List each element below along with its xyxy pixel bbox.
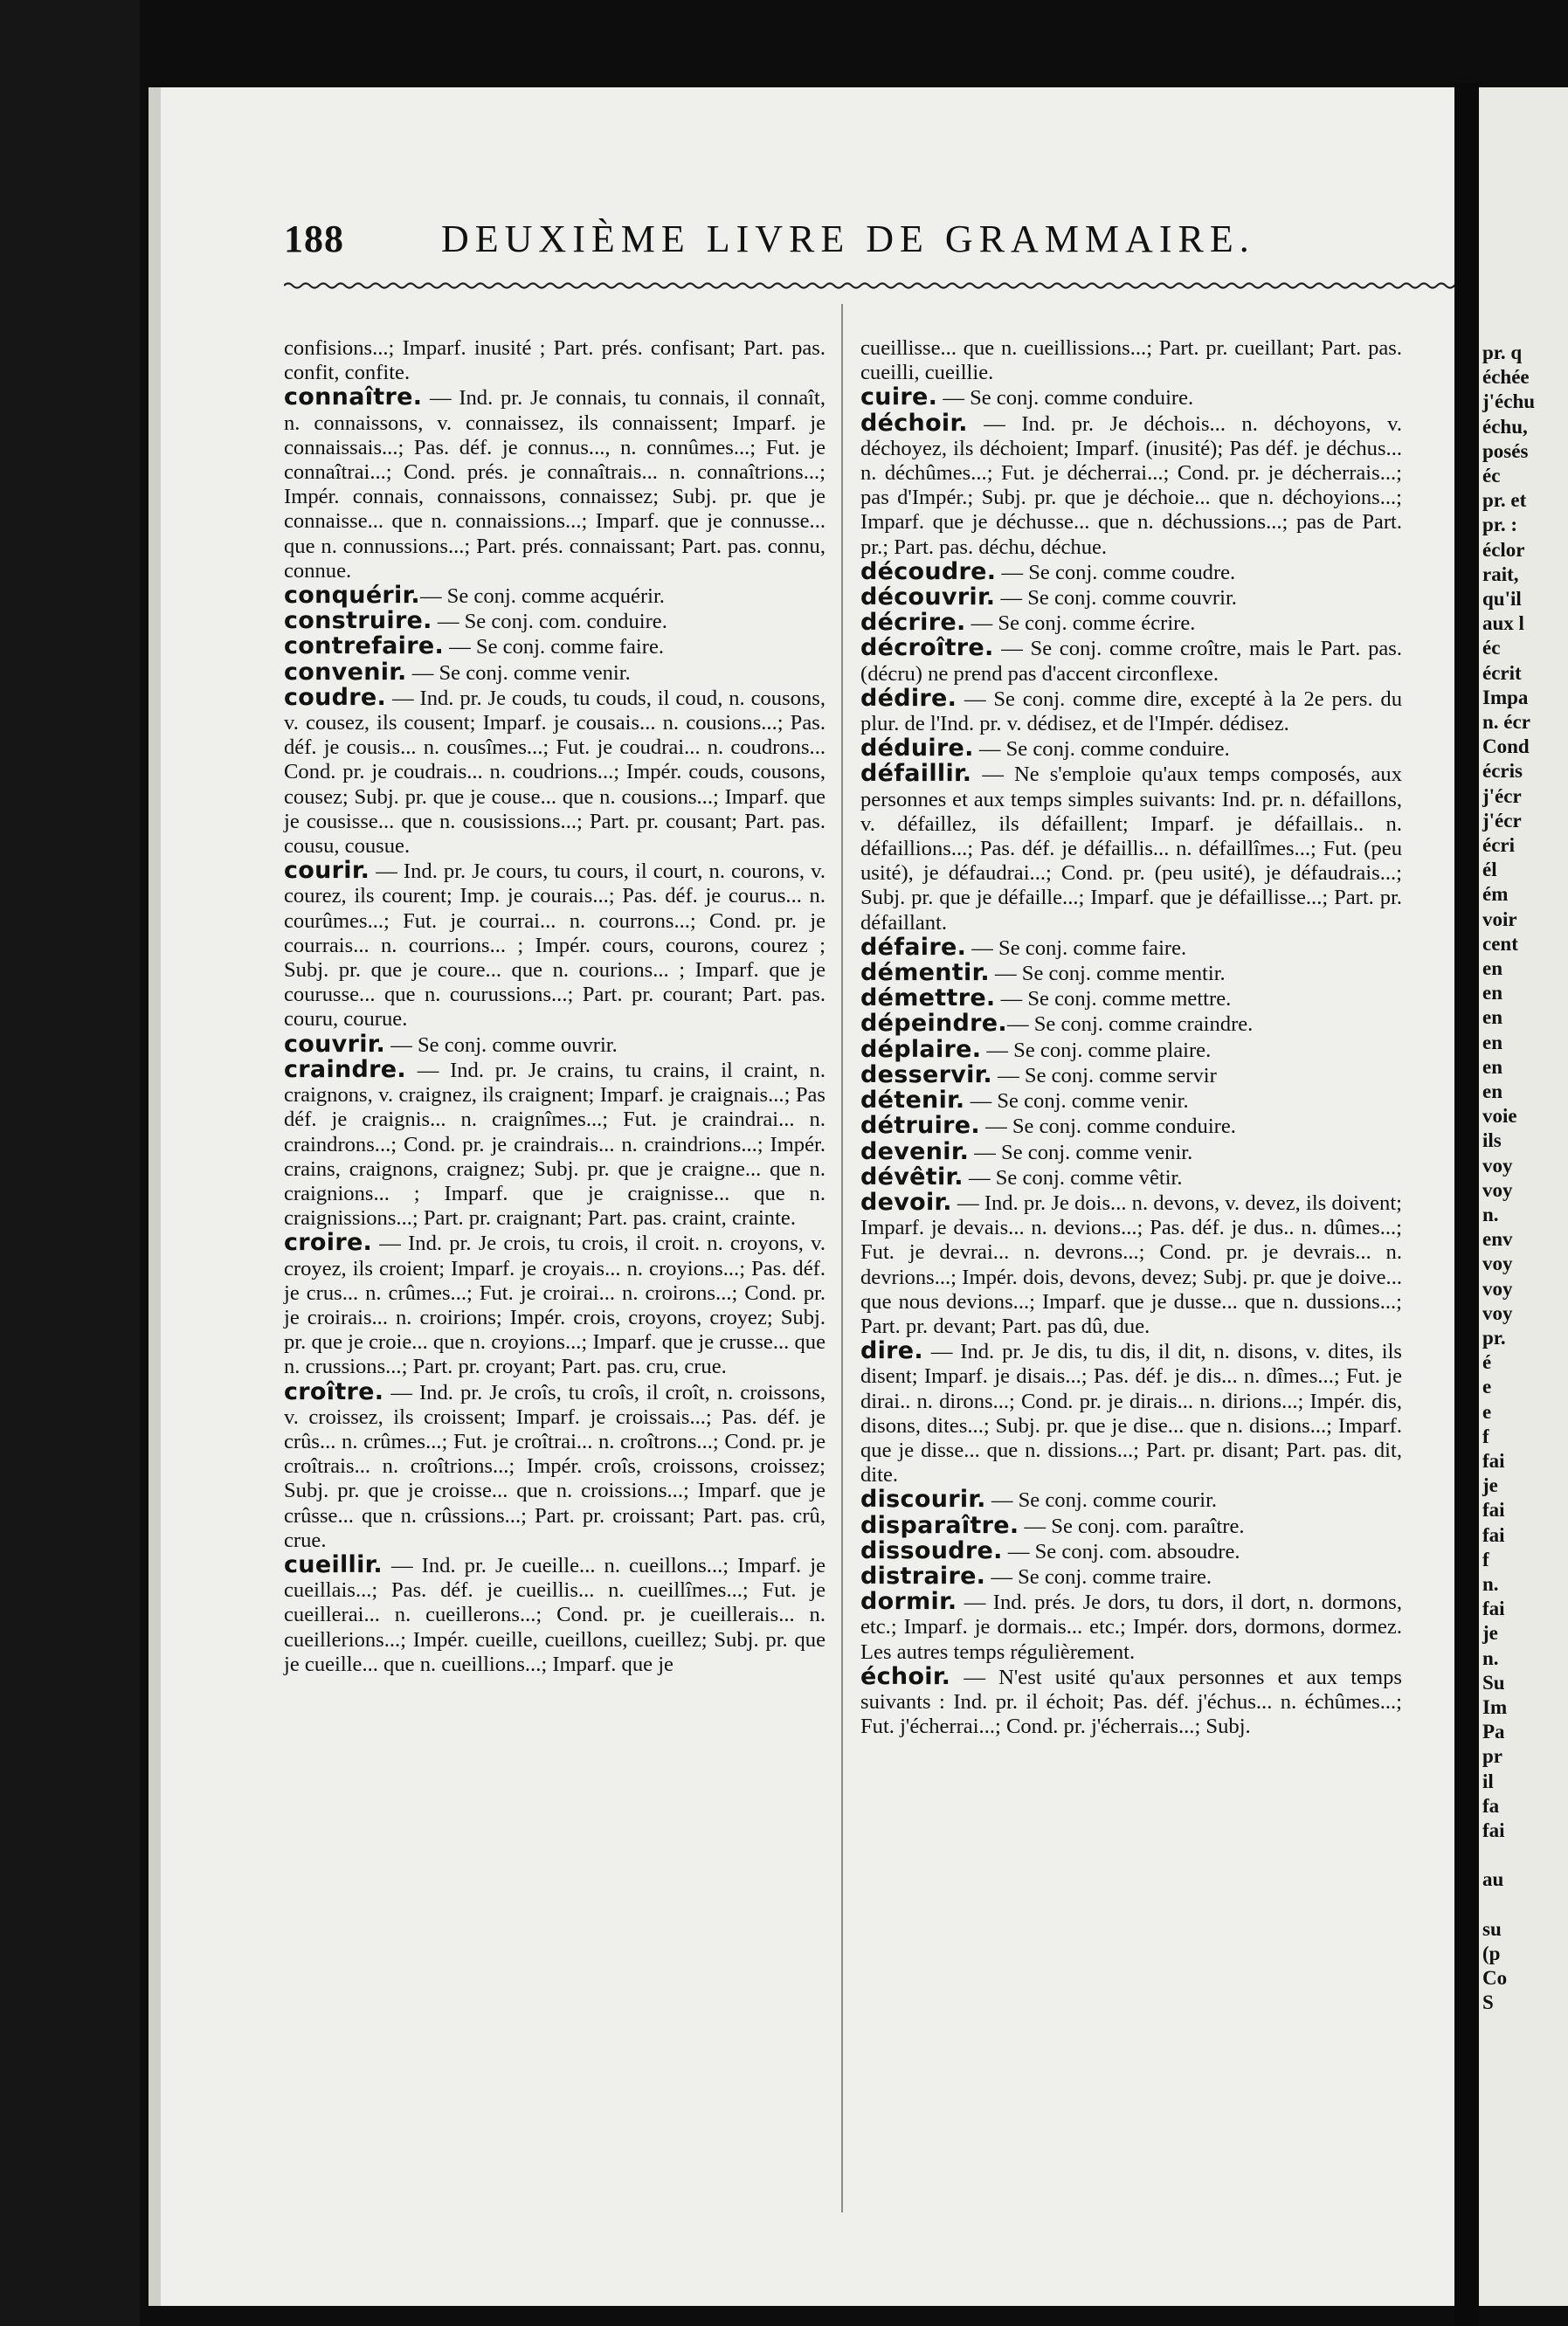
fragment-line: écris xyxy=(1482,760,1523,783)
fragment-line: éc xyxy=(1482,465,1501,487)
entry-text: — Ind. prés. Je dors, tu dors, il dort, n. dormons, etc.; Imparf. je dormais... etc.; Impér. dors, dormons, dormez. Les autres temps régulièrement. xyxy=(860,1591,1402,1664)
entry-text: — Se conj. comme conduire. xyxy=(979,1115,1236,1139)
fragment-line: fai xyxy=(1482,1499,1505,1522)
dictionary-entry xyxy=(860,1035,1402,1063)
entry-text: — Se conj. comme coudre. xyxy=(996,560,1236,584)
entry-text: — Se conj. com. absoudre. xyxy=(1002,1539,1240,1563)
entry-text: — Se conj. comme servir xyxy=(992,1063,1217,1087)
fragment-line: voy xyxy=(1482,1277,1513,1300)
entry-headword: dissoudre. xyxy=(860,1536,1003,1564)
dictionary-entry xyxy=(284,634,825,659)
fragment-line: fai xyxy=(1482,1450,1505,1472)
dictionary-entry xyxy=(860,1188,1402,1339)
entry-text: — Se conj. comme mentir. xyxy=(989,962,1226,986)
entry-headword: couvrir. xyxy=(284,1030,386,1058)
fragment-line: pr. et xyxy=(1482,489,1527,512)
dictionary-entry xyxy=(860,1339,1402,1487)
fragment-line: j'échu xyxy=(1482,390,1536,413)
entry-text: — N'est usité qu'aux personnes et aux temps suivants : Ind. pr. il échoit; Pas. déf. j'échus... n. échûmes...; Fut. j'écherrai...; Cond. pr. j'écherrais...; Subj. xyxy=(860,1665,1402,1739)
entry-headword: décroître. xyxy=(860,634,994,662)
fragment-line: é xyxy=(1482,1351,1492,1374)
entry-text: — Ind. pr. Je cours, tu cours, il court, n. courons, v. courez, ils courent; Imp. je courais...; Pas. déf. je courus... n. courûmes...; Fut. je courrai... n. courrons...; Cond. pr. je courrais... n. courrions... ; Impér. cours, courons, courez ; Subj. pr. que je coure... que n. courions... ; Imparf. que je courusse... que n. courussions...; Part. pr. courant; Part. pas. couru, courue. xyxy=(284,859,825,1032)
entry-headword: défaillir. xyxy=(860,760,972,788)
fragment-line: Co xyxy=(1482,1967,1508,1990)
entry-headword: discourir. xyxy=(860,1486,986,1514)
entry-text: — Se conj. comme craindre. xyxy=(1006,1012,1254,1037)
entry-headword: connaître. xyxy=(284,383,423,411)
entry-text: — Ind. pr. Je dois... n. devons, v. devez, ils doivent; Imparf. je devais... n. devions...; Pas. déf. je dus.. n. dûmes...; Fut. je devrai... n. devrons...; Cond. pr. je devrais... n. devrions...; Impér. dois, devons, devez; Subj. pr. que je doive... que nous devions...; Imparf. que je dusse... que n. dussions...; Part. pr. devant; Part. pas dû, due. xyxy=(860,1191,1402,1338)
dictionary-entry xyxy=(860,385,1402,411)
entry-text: — Ind. pr. Je crois, tu crois, il croit. n. croyons, v. croyez, ils croient; Imparf. je croyais... n. croyions...; Pas. déf. je crus... n. crûmes...; Fut. je croirai... n. croirons...; Cond. pr. je croirais... n. croirions; Impér. crois, croyons, croyez; Subj. pr. que je croie... que n. croyions...; Imparf. que je crusse... que n. crussions...; Part. pr. croyant; Part. pas. cru, crue. xyxy=(284,1232,825,1379)
fragment-line: ils xyxy=(1482,1129,1502,1152)
entry-text: — Se conj. com. conduire. xyxy=(432,610,667,634)
fragment-line: Pa xyxy=(1482,1721,1505,1743)
entry-headword: conquérir. xyxy=(284,582,420,610)
dictionary-entry xyxy=(284,660,825,686)
fragment-line: n. xyxy=(1482,1573,1499,1595)
fragment-line: (p xyxy=(1482,1943,1501,1964)
entry-headword: disparaître. xyxy=(860,1511,1019,1539)
entry-headword: décrire. xyxy=(860,609,966,637)
entry-text: — Se conj. comme faire. xyxy=(966,935,1187,960)
entry-headword: déduire. xyxy=(860,735,974,763)
fragment-line: pr. : xyxy=(1482,514,1518,536)
fragment-line: en xyxy=(1482,1006,1502,1029)
fragment-line: e xyxy=(1482,1376,1492,1398)
entry-headword: croire. xyxy=(284,1229,373,1257)
entry-text: — Se conj. comme conduire. xyxy=(937,386,1194,411)
fragment-line: en xyxy=(1482,982,1502,1004)
fragment-line: fai xyxy=(1482,1598,1505,1620)
dictionary-entry xyxy=(860,557,1402,585)
entry-headword: échoir. xyxy=(860,1662,951,1690)
entry-headword: desservir. xyxy=(860,1060,992,1088)
fragment-line: pr. q xyxy=(1482,342,1523,363)
entry-headword: défaire. xyxy=(860,933,967,961)
dictionary-entry xyxy=(860,961,1402,986)
fragment-line: fa xyxy=(1482,1794,1500,1817)
dictionary-entry xyxy=(860,411,1402,560)
entry-text: — Ind. pr. Je cueille... n. cueillons...; Imparf. je cueillais...; Pas. déf. je cueillis... n. cueillîmes...; Fut. je cueillerai... n. cueillerons...; Cond. pr. je cueillerais... n. cueillerions...; Impér. cueille, cueillons, cueillez; Subj. pr. que je cueille... que n. cueillions...; Imparf. que je xyxy=(284,1553,825,1676)
entry-headword: construire. xyxy=(284,607,432,635)
entry-headword: craindre. xyxy=(284,1055,406,1083)
book-page xyxy=(149,87,1454,2306)
dictionary-entry xyxy=(284,1055,825,1231)
entry-headword: démettre. xyxy=(860,984,996,1012)
fragment-line: voie xyxy=(1482,1105,1517,1128)
entry-headword: dormir. xyxy=(860,1588,957,1616)
dictionary-entry xyxy=(860,762,1402,935)
fragment-line: cent xyxy=(1482,932,1518,955)
page-shadow xyxy=(149,87,161,2306)
fragment-line: n. écr xyxy=(1482,711,1530,733)
fragment-line: voir xyxy=(1482,908,1517,930)
entry-text: — Se conj. comme venir. xyxy=(969,1140,1193,1164)
entry-headword: dédire. xyxy=(860,684,957,712)
dictionary-entry xyxy=(860,585,1402,611)
fragment-line: n. xyxy=(1482,1204,1499,1225)
entry-text: — Ind. pr. Je croîs, tu croîs, il croît, n. croissons, v. croissez, ils croissent; Imparf. je croissais...; Pas. déf. je crûs... n. crûmes...; Fut. je croîtrai... n. croîtrons...; Cond. pr. je croîtrais... n. croîtrions...; Impér. croîs, croissons, croissez; Subj. pr. que je croisse... que n. croissions...; Imparf. que je crûsse... que n. crûssions...; Part. pr. croissant; Part. pas. crû, crue. xyxy=(284,1380,825,1552)
fragment-line: éc xyxy=(1482,637,1501,659)
fragment-line: Su xyxy=(1482,1671,1505,1694)
dictionary-entry xyxy=(860,1088,1402,1114)
dictionary-entry xyxy=(860,1060,1402,1088)
fragment-line: Im xyxy=(1482,1696,1508,1718)
fragment-line: él xyxy=(1482,859,1497,881)
fragment-line: en xyxy=(1482,1031,1502,1053)
entry-text: — Se conj. comme faire. xyxy=(444,635,665,659)
right-column xyxy=(860,336,1402,1739)
entry-text: — Se conj. comme vêtir. xyxy=(963,1165,1183,1190)
fragment-line: f xyxy=(1482,1548,1489,1570)
fragment-line: env xyxy=(1482,1228,1513,1251)
dictionary-entry xyxy=(860,986,1402,1011)
fragment-line: voy xyxy=(1482,1301,1513,1324)
fragment-line: je xyxy=(1482,1474,1498,1497)
fragment-line: f xyxy=(1482,1425,1489,1447)
dictionary-entry xyxy=(284,1231,825,1379)
entry-headword: croître. xyxy=(284,1377,384,1405)
fragment-line: éclor xyxy=(1482,538,1525,561)
entry-text: — Ind. pr. Je dis, tu dis, il dit, n. disons, v. dites, ils disent; Imparf. je disais...; Pas. déf. je dis... n. dîmes...; Fut. je dirai.. n. dirons...; Cond. pr. je dirais... n. dirions...; Impér. dis, disons, dites...; Subj. pr. que je dise... que n. disions...; Imparf. que je disse... que n. dissions...; Part. pr. disant; Part. pas. dit, dite. xyxy=(860,1340,1402,1487)
page-header xyxy=(284,217,1376,269)
dictionary-entry xyxy=(860,1564,1402,1590)
entry-headword: courir. xyxy=(284,857,370,885)
dictionary-entry xyxy=(860,684,1402,736)
fragment-line: pr xyxy=(1482,1745,1502,1768)
entry-headword: coudre. xyxy=(284,683,387,711)
dictionary-entry xyxy=(860,1536,1402,1564)
fragment-line: échu, xyxy=(1482,415,1528,438)
entry-text: — Se conj. comme traire. xyxy=(985,1564,1212,1589)
entry-headword: déchoir. xyxy=(860,409,968,437)
entry-text: — Ind. pr. Je crains, tu crains, il craint, n. craignons, v. craignez, ils craignent; Imparf. je craignais...; Pas déf. je craignis... n. craignîmes...; Fut. je craindrai... n. craindrons...; Cond. pr. je craindrais... n. craindrions...; Impér. crains, craignons, craignez; Subj. pr. que je craigne... que n. craignions... ; Imparf. que je craignisse... que n. craignissions...; Part. pr. craignant; Part. pas. craint, crainte. xyxy=(284,1058,825,1231)
entry-text: confisions...; Imparf. inusité ; Part. prés. confisant; Part. pas. confit, confite. xyxy=(284,336,825,385)
dictionary-entry xyxy=(860,1662,1402,1740)
dictionary-entry xyxy=(860,636,1402,686)
column-separator xyxy=(841,304,843,2212)
dictionary-entry xyxy=(860,1137,1402,1165)
dictionary-entry xyxy=(284,1032,825,1058)
fragment-line: écrit xyxy=(1482,661,1522,684)
decorative-rule xyxy=(284,281,1533,290)
fragment-line: Impa xyxy=(1482,686,1529,708)
dictionary-entry xyxy=(860,1487,1402,1513)
fragment-line: en xyxy=(1482,1080,1502,1102)
entry-text: — Se conj. comme écrire. xyxy=(965,611,1196,636)
entry-headword: contrefaire. xyxy=(284,632,445,660)
fragment-line: écri xyxy=(1482,834,1516,856)
dictionary-entry xyxy=(284,1550,825,1677)
entry-headword: devoir. xyxy=(860,1188,952,1216)
dictionary-entry xyxy=(860,1165,1402,1191)
dictionary-entry xyxy=(860,935,1402,961)
entry-text: — Se conj. comme conduire. xyxy=(973,737,1230,762)
dictionary-entry xyxy=(860,1011,1402,1037)
dictionary-entry xyxy=(860,1590,1402,1665)
fragment-line: n. xyxy=(1482,1646,1499,1669)
fragment-line: au xyxy=(1482,1868,1504,1891)
fragment-line: en xyxy=(1482,957,1502,979)
dictionary-entry xyxy=(860,336,1402,385)
entry-headword: devenir. xyxy=(860,1137,970,1165)
entry-text: — Ind. pr. Je connais, tu connais, il connaît, n. connaissons, v. connaissez, ils connaissent; Imparf. je connaissais...; Pas. déf. je connus..., n. connûmes...; Fut. je connaîtrai...; Cond. prés. je connaîtrais... n. connaîtrions...; Impér. connais, connaissons, connaissez; Subj. pr. que je connaisse... que n. connaissions...; Imparf. que je connusse... que n. connussions...; Part. prés. connaissant; Part. pas. connu, connue. xyxy=(284,386,825,583)
entry-headword: dévêtir. xyxy=(860,1163,964,1191)
dictionary-entry xyxy=(860,1511,1402,1539)
fragment-line: voy xyxy=(1482,1253,1513,1275)
entry-text: — Ne s'emploie qu'aux temps composés, aux personnes et aux temps simples suivants: Ind. pr. n. défaillons, v. défaillez, ils défaillent; Imparf. je défaillais.. n. défaillions...; Pas. déf. je défaillis... n. défaillîmes...; Fut. (peu usité), je défaudrai...; Cond. pr. (peu usité), je défaudrais...; Subj. pr. que je défaille...; Imparf. que je défaillisse...; Part. pr. défaillant. xyxy=(860,763,1402,935)
entry-headword: détruire. xyxy=(860,1112,980,1140)
fragment-line: fai xyxy=(1482,1523,1505,1546)
fragment-line: il xyxy=(1482,1770,1494,1792)
dictionary-entry xyxy=(284,385,825,583)
dictionary-entry xyxy=(284,859,825,1032)
fragment-line: posés xyxy=(1482,439,1529,462)
fragment-line: S xyxy=(1482,1991,1494,2014)
fragment-line: qu'il xyxy=(1482,588,1522,610)
fragment-line: ém xyxy=(1482,883,1509,906)
entry-headword: démentir. xyxy=(860,959,990,987)
entry-text: cueillisse... que n. cueillissions...; Part. pr. cueillant; Part. pas. cueilli, cueillie. xyxy=(860,336,1402,385)
fragment-line: Cond xyxy=(1482,735,1530,758)
entry-text: — Se conj. comme venir. xyxy=(406,660,631,685)
entry-headword: détenir. xyxy=(860,1087,965,1115)
scan-border xyxy=(0,0,140,2326)
dictionary-entry xyxy=(860,611,1402,636)
fragment-line: j'écr xyxy=(1482,809,1522,832)
entry-text: — Se conj. com. paraître. xyxy=(1019,1514,1245,1538)
entry-text: — Ind. pr. Je couds, tu couds, il coud, n. cousons, v. cousez, ils cousent; Imparf. je cousais... n. cousions...; Pas. déf. je cousis... n. cousîmes...; Fut. je coudrai... n. coudrons... Cond. pr. je coudrais... n. coudrions...; Impér. couds, cousons, cousez; Subj. pr. que je couse... que n. cousions...; Imparf. que je cousisse... que n. cousissions...; Part. pr. cousant; Part. pas. cousu, cousue. xyxy=(284,686,825,859)
fragment-line: voy xyxy=(1482,1178,1513,1201)
dictionary-entry xyxy=(284,683,825,859)
entry-text: — Se conj. comme plaire. xyxy=(981,1038,1212,1062)
entry-text: — Se conj. comme courir. xyxy=(985,1488,1218,1513)
entry-text: — Ind. pr. Je déchois... n. déchoyons, v. déchoyez, ils déchoient; Imparf. (inusité); Pas déf. je déchus... n. déchûmes...; Fut. je décherrai...; Cond. pr. je décherrais...; pas d'Impér.; Subj. pr. que je déchoie... que n. déchoyions...; Imparf. que je déchusse... que n. déchussions...; pas de Part. pr.; Part. pas. déchu, déchue. xyxy=(860,411,1402,559)
entry-headword: cueillir. xyxy=(284,1550,383,1578)
dictionary-entry xyxy=(284,583,825,609)
entry-text: — Se conj. comme couvrir. xyxy=(995,586,1237,611)
fragment-line: rait, xyxy=(1482,563,1519,585)
next-page-edge xyxy=(1479,87,1568,2306)
fragment-line: pr. xyxy=(1482,1327,1506,1349)
entry-text: — Se conj. comme croître, mais le Part. pas. (décru) ne prend pas d'accent circonflexe. xyxy=(860,637,1402,686)
fragment-line: je xyxy=(1482,1622,1498,1645)
dictionary-entry xyxy=(860,736,1402,762)
dictionary-entry xyxy=(284,1377,825,1553)
entry-text: — Se conj. comme mettre. xyxy=(995,987,1232,1011)
entry-headword: découvrir. xyxy=(860,583,996,611)
entry-headword: convenir. xyxy=(284,658,407,686)
dictionary-entry xyxy=(284,336,825,385)
entry-headword: dire. xyxy=(860,1337,923,1365)
entry-text: — Se conj. comme venir. xyxy=(964,1089,1189,1114)
fragment-line: j'écr xyxy=(1482,784,1522,807)
gutter xyxy=(1454,83,1479,2326)
entry-text: — Se conj. comme ouvrir. xyxy=(385,1032,618,1057)
fragment-line: en xyxy=(1482,1055,1502,1078)
entry-headword: déplaire. xyxy=(860,1035,982,1063)
fragment-line: échée xyxy=(1482,366,1530,389)
fragment-line: e xyxy=(1482,1400,1492,1423)
entry-text: — Se conj. comme acquérir. xyxy=(419,584,665,609)
dictionary-entry xyxy=(860,1114,1402,1139)
fragment-line: voy xyxy=(1482,1154,1513,1177)
page-title: DEUXIÈME LIVRE DE GRAMMAIRE. xyxy=(441,217,1255,260)
fragment-line: aux l xyxy=(1482,612,1524,635)
entry-headword: cuire. xyxy=(860,383,938,411)
page-number: 188 xyxy=(284,217,344,260)
fragment-line: su xyxy=(1482,1917,1502,1940)
dictionary-entry xyxy=(284,609,825,634)
fragment-line: fai xyxy=(1482,1819,1505,1841)
entry-headword: distraire. xyxy=(860,1562,986,1590)
entry-headword: découdre. xyxy=(860,557,997,585)
left-column xyxy=(284,336,825,1677)
entry-text: — Se conj. comme dire, excepté à la 2e pers. du plur. de l'Ind. pr. v. dédisez, et de l'Impér. dédisez. xyxy=(860,687,1402,736)
entry-headword: dépeindre. xyxy=(860,1010,1007,1038)
